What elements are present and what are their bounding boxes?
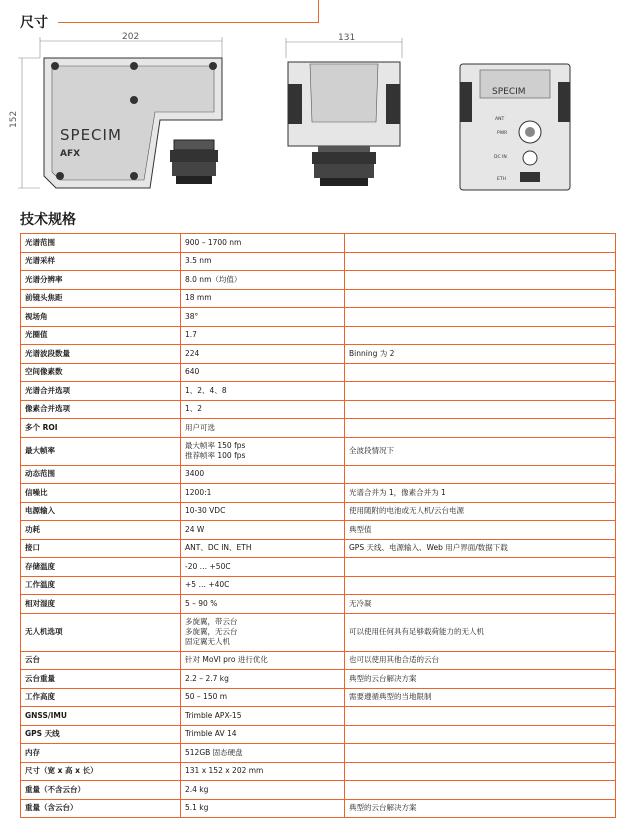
spec-key: 功耗 (21, 521, 181, 540)
rear-brand: SPECIM (492, 87, 526, 97)
spec-row (21, 595, 616, 614)
spec-key: 像素合并选项 (21, 400, 181, 419)
spec-value-line: 3.5 nm (185, 256, 212, 266)
spec-note: 全波段情况下 (345, 437, 616, 465)
spec-value (181, 651, 345, 670)
spec-key: 前镜头焦距 (21, 289, 181, 308)
spec-key: 多个 ROI (21, 419, 181, 438)
spec-value (181, 363, 345, 382)
spec-key: 动态范围 (21, 465, 181, 484)
spec-key: 空间像素数 (21, 363, 181, 382)
spec-key: 云台重量 (21, 670, 181, 689)
spec-key: 存储温度 (21, 558, 181, 577)
spec-value-line: 用户可选 (185, 422, 215, 432)
spec-value (181, 744, 345, 763)
spec-value (181, 707, 345, 726)
spec-note: 也可以使用其他合适的云台 (345, 651, 616, 670)
spec-key: GPS 天线 (21, 725, 181, 744)
spec-note (345, 558, 616, 577)
front-width-label: 131 (338, 33, 356, 43)
spec-row (21, 539, 616, 558)
spec-row (21, 271, 616, 290)
spec-value-line: 2.2 – 2.7 kg (185, 673, 229, 683)
spec-key: GNSS/IMU (21, 707, 181, 726)
spec-row (21, 651, 616, 670)
rear-label-ant: ANT (495, 117, 505, 122)
spec-value-line: 最大帧率 150 fps (185, 441, 246, 450)
spec-value (181, 308, 345, 327)
spec-note: 无冷凝 (345, 595, 616, 614)
header-rule-vertical (318, 0, 319, 23)
side-model: AFX (60, 149, 81, 159)
spec-row (21, 437, 616, 465)
side-height-label: 152 (9, 110, 19, 128)
spec-row (21, 670, 616, 689)
spec-value-line: 512GB 固态硬盘 (185, 747, 243, 757)
spec-row (21, 688, 616, 707)
spec-row (21, 308, 616, 327)
spec-note (345, 419, 616, 438)
spec-row (21, 613, 616, 651)
spec-row (21, 762, 616, 781)
spec-key: 内存 (21, 744, 181, 763)
spec-key: 工作高度 (21, 688, 181, 707)
spec-value-line: -20 … +50C (185, 561, 231, 571)
spec-value (181, 725, 345, 744)
spec-value (181, 419, 345, 438)
spec-value-line: 针对 MoVI pro 进行优化 (185, 655, 268, 665)
spec-note: 典型的云台解决方案 (345, 670, 616, 689)
spec-key: 相对湿度 (21, 595, 181, 614)
spec-note (345, 465, 616, 484)
spec-note (345, 382, 616, 401)
spec-note (345, 326, 616, 345)
rear-label-eth: ETH (497, 177, 506, 182)
spec-key: 无人机选项 (21, 613, 181, 651)
spec-value (181, 484, 345, 503)
side-view-drawing (9, 32, 222, 188)
spec-value (181, 576, 345, 595)
spec-value (181, 539, 345, 558)
spec-row (21, 465, 616, 484)
spec-row (21, 419, 616, 438)
spec-value-line: 推荐帧率 100 fps (185, 451, 246, 460)
spec-row (21, 363, 616, 382)
spec-note: 典型的云台解决方案 (345, 799, 616, 818)
spec-key: 光谱合并选项 (21, 382, 181, 401)
spec-row (21, 576, 616, 595)
spec-value-line: 1.7 (185, 330, 197, 340)
spec-value-line: 1200:1 (185, 487, 212, 497)
spec-value (181, 234, 345, 253)
spec-note (345, 289, 616, 308)
spec-value (181, 688, 345, 707)
spec-row (21, 289, 616, 308)
spec-value (181, 781, 345, 800)
spec-note (345, 271, 616, 290)
spec-row (21, 781, 616, 800)
spec-row (21, 400, 616, 419)
dimensions-heading: 尺寸 (20, 15, 48, 31)
spec-row (21, 502, 616, 521)
spec-value (181, 271, 345, 290)
spec-value-line: 2.4 kg (185, 784, 209, 794)
spec-value-line: 38° (185, 311, 199, 321)
side-width-label: 202 (122, 32, 140, 42)
spec-value-line: 10-30 VDC (185, 506, 226, 516)
spec-row (21, 326, 616, 345)
spec-note: 典型值 (345, 521, 616, 540)
spec-note (345, 781, 616, 800)
spec-row (21, 345, 616, 364)
spec-value (181, 400, 345, 419)
specs-heading: 技术规格 (20, 212, 76, 228)
spec-value-line: 固定翼无人机 (185, 637, 230, 646)
spec-key: 最大帧率 (21, 437, 181, 465)
spec-value-line: 多旋翼，带云台 (185, 617, 238, 626)
spec-value-line: 8.0 nm（均值） (185, 274, 242, 284)
spec-value-line: 3400 (185, 469, 205, 479)
spec-note: Binning 为 2 (345, 345, 616, 364)
spec-key: 接口 (21, 539, 181, 558)
rear-view-drawing (460, 64, 570, 190)
spec-value-line: 50 – 150 m (185, 692, 228, 702)
spec-value-line: 224 (185, 348, 200, 358)
spec-note (345, 252, 616, 271)
spec-row (21, 484, 616, 503)
spec-value (181, 799, 345, 818)
spec-row (21, 558, 616, 577)
spec-value (181, 613, 345, 651)
spec-note: 需要遵循典型的当地限制 (345, 688, 616, 707)
spec-value-line: 1、2 (185, 404, 203, 414)
spec-note (345, 308, 616, 327)
spec-value-line: Trimble APX-15 (185, 710, 242, 720)
spec-note (345, 234, 616, 253)
spec-row (21, 725, 616, 744)
spec-note: 光谱合并为 1，像素合并为 1 (345, 484, 616, 503)
spec-value-line: 多旋翼，无云台 (185, 627, 238, 636)
spec-key: 工作温度 (21, 576, 181, 595)
spec-row (21, 799, 616, 818)
spec-key: 云台 (21, 651, 181, 670)
spec-row (21, 521, 616, 540)
spec-note (345, 576, 616, 595)
spec-value (181, 502, 345, 521)
spec-key: 视场角 (21, 308, 181, 327)
spec-value-line: +5 … +40C (185, 580, 230, 590)
spec-value-line: Trimble AV 14 (185, 729, 237, 739)
spec-note (345, 363, 616, 382)
spec-note: GPS 天线、电源输入、Web 用户界面/数据下载 (345, 539, 616, 558)
header-rule-horizontal (58, 22, 319, 23)
spec-row (21, 744, 616, 763)
spec-note: 使用随附的电池或无人机/云台电源 (345, 502, 616, 521)
spec-value-line: 640 (185, 367, 200, 377)
rear-label-pwr: PWR (497, 131, 508, 136)
spec-value (181, 558, 345, 577)
spec-value-line: 5 – 90 % (185, 598, 218, 608)
spec-note (345, 725, 616, 744)
spec-value (181, 345, 345, 364)
spec-key: 光谱分辨率 (21, 271, 181, 290)
spec-key: 电源输入 (21, 502, 181, 521)
spec-key: 尺寸（宽 x 高 x 长） (21, 762, 181, 781)
spec-row (21, 382, 616, 401)
spec-note (345, 744, 616, 763)
spec-row (21, 707, 616, 726)
side-logo: SPECIM (60, 126, 122, 144)
spec-value (181, 252, 345, 271)
spec-value-line: 24 W (185, 524, 205, 534)
spec-value (181, 437, 345, 465)
spec-value (181, 521, 345, 540)
spec-value (181, 382, 345, 401)
spec-note: 可以使用任何具有足够载荷能力的无人机 (345, 613, 616, 651)
spec-value-line: 131 x 152 x 202 mm (185, 766, 264, 776)
spec-value-line: 900 – 1700 nm (185, 237, 242, 247)
spec-value-line: 5.1 kg (185, 803, 209, 813)
spec-row (21, 234, 616, 253)
spec-value (181, 289, 345, 308)
spec-row (21, 252, 616, 271)
dimension-drawings (0, 28, 637, 208)
spec-note (345, 762, 616, 781)
spec-key: 光谱采样 (21, 252, 181, 271)
spec-value (181, 762, 345, 781)
spec-value (181, 465, 345, 484)
spec-note (345, 400, 616, 419)
spec-table (20, 233, 616, 818)
spec-value-line: 18 mm (185, 293, 212, 303)
spec-value (181, 670, 345, 689)
spec-value-line: 1、2、4、8 (185, 385, 227, 395)
rear-label-dcin: DC IN (494, 155, 507, 160)
spec-value (181, 326, 345, 345)
spec-key: 重量（不含云台） (21, 781, 181, 800)
spec-note (345, 707, 616, 726)
spec-key: 信噪比 (21, 484, 181, 503)
spec-key: 光谱范围 (21, 234, 181, 253)
spec-value (181, 595, 345, 614)
spec-value-line: ANT、DC IN、ETH (185, 543, 252, 553)
spec-key: 光谱波段数量 (21, 345, 181, 364)
spec-key: 光圈值 (21, 326, 181, 345)
front-view-drawing (286, 33, 402, 186)
spec-key: 重量（含云台） (21, 799, 181, 818)
